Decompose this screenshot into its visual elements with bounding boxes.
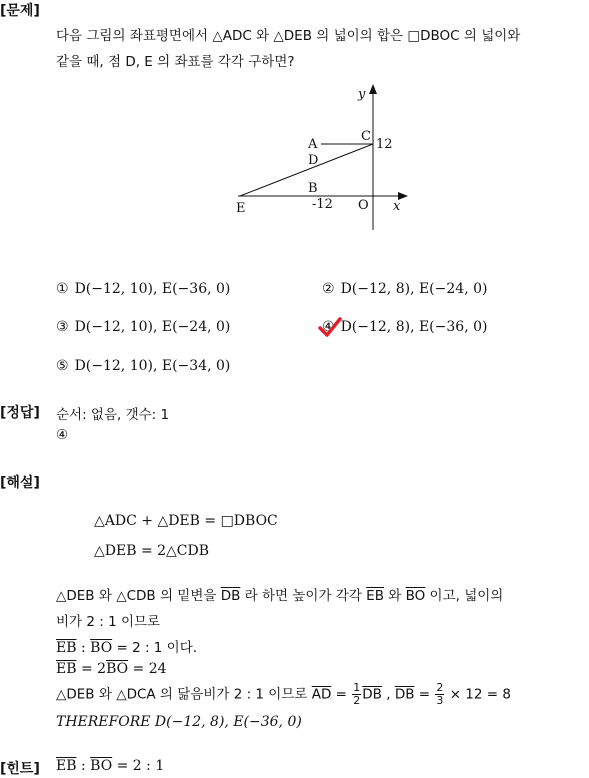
label-e: E [236,201,246,216]
text: : [76,640,91,656]
denominator: 2 [353,694,361,707]
text: : [76,758,91,774]
explanation-p5 [56,682,511,707]
fraction-one-half [352,682,361,707]
numerator: 1 [353,681,361,694]
label-c: C [361,129,371,144]
coordinate-figure [228,80,418,240]
choice-3[interactable] [56,319,230,335]
choice-text: D(−12, 10), E(−34, 0) [74,358,231,374]
explanation-p1 [56,584,503,604]
text: 라 하면 높이가 각각 [240,588,367,604]
text: = [414,686,435,703]
explanation-eq1: △ADC + △DEB = □DBOC [94,513,278,529]
choice-text: D(−12, 8), E(−36, 0) [340,319,488,335]
explanation-eq2: △DEB = 2△CDB [94,543,210,559]
text: = 2 : 1 [112,758,165,774]
segment-db: $\overline{DB}$ [394,686,415,703]
problem-text-line1: 다음 그림의 좌표평면에서 △ADC 와 △DEB 의 넓이의 합은 □DBOC 의 넓이와 [56,28,521,44]
problem-label: [문제] [0,3,40,19]
segment-eb: $\overline{EB}$ [56,758,77,774]
segment-ad: $\overline{AD}$ [311,686,332,703]
segment-eb: $\overline{EB}$ [56,640,77,656]
explanation-p6: THEREFORE D(−12, 8), E(−36, 0) [56,714,302,730]
label-a: A [308,137,318,152]
text: 와 [383,588,406,604]
y-axis-arrow [369,84,377,94]
label-12: 12 [376,137,393,152]
label-x: x [393,199,401,214]
segment-bo: $\overline{BO}$ [405,588,426,604]
numerator: 2 [436,681,444,694]
choice-text: D(−12, 10), E(−36, 0) [74,281,231,297]
text: = 24 [128,661,167,677]
choice-number: ① [56,281,69,297]
text: × 12 = 8 [445,686,511,703]
choice-4[interactable] [322,319,487,335]
hint-text [56,758,164,774]
choice-2[interactable] [322,281,487,297]
answer-label: [정답] [0,405,40,421]
explanation-p2: 비가 2 : 1 이므로 [56,614,161,630]
label-o: O [358,198,369,213]
answer-line1: 순서: 없음, 갯수: 1 [56,407,170,423]
text: = 2 : 1 이다. [112,640,198,656]
text: 이고, 넓이의 [425,588,504,604]
text: △DEB 와 △CDB 의 밑변을 [56,588,221,604]
text: △DEB 와 △DCA 의 닮음비가 2 : 1 이므로 [56,686,312,703]
segment-db: $\overline{DB}$ [362,686,382,703]
segment-eb: $\overline{EB}$ [366,588,384,604]
choice-text: D(−12, 8), E(−24, 0) [340,281,488,297]
answer-line2: ④ [56,427,69,443]
segment-bo: $\overline{BO}$ [90,640,113,656]
explanation-label: [해설] [0,475,40,491]
label-neg12: -12 [312,197,333,212]
choice-number: ② [322,281,335,297]
text: = [331,686,352,703]
choice-number: ⑤ [56,358,69,374]
text: = 2 [76,661,107,677]
label-y: y [358,87,366,102]
label-d: D [308,153,319,168]
choice-number: ③ [56,319,69,335]
explanation-p3 [56,636,197,656]
segment-bo: $\overline{BO}$ [106,661,129,677]
hint-label: [힌트] [0,761,40,777]
choice-number: ④ [322,319,335,335]
fraction-two-thirds [435,682,444,707]
correct-check-icon [318,316,342,338]
text: , [381,686,395,703]
choice-text: D(−12, 10), E(−24, 0) [74,319,231,335]
denominator: 3 [436,694,444,707]
explanation-p4 [56,661,167,677]
choice-5[interactable] [56,358,230,374]
segment-eb: $\overline{EB}$ [56,661,77,677]
segment-ec [240,144,373,196]
segment-bo: $\overline{BO}$ [90,758,113,774]
label-b: B [308,181,318,196]
segment-db: $\overline{DB}$ [220,588,241,604]
problem-text-line2: 같을 때, 점 D, E 의 좌표를 각각 구하면? [56,54,295,70]
choice-1[interactable] [56,281,230,297]
